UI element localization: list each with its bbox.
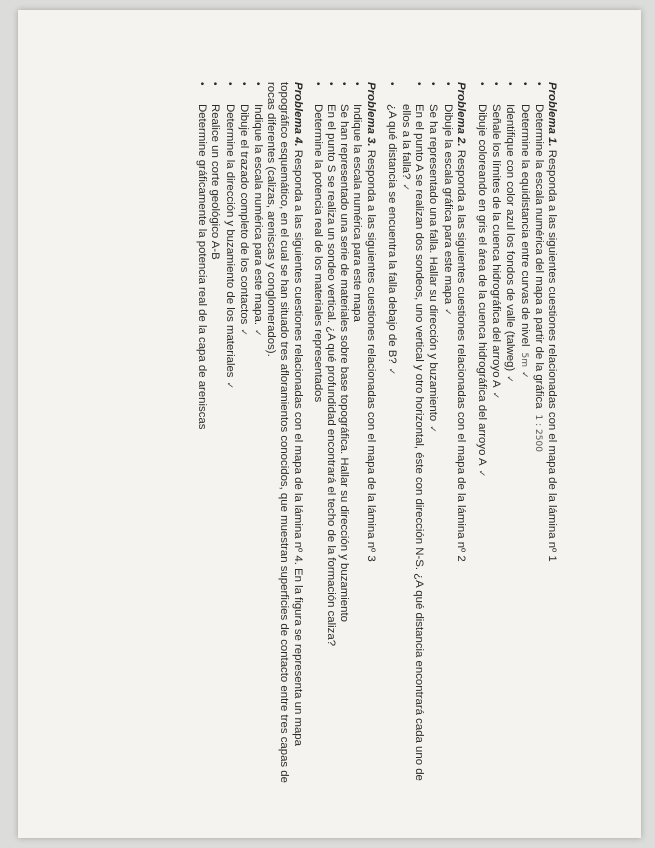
- list-item: • Dibuje coloreando en gris el área de la cuenca hidrográfica del arroyo A✓: [474, 104, 488, 802]
- check-mark-icon: ✓: [251, 328, 262, 337]
- problem-3-heading: [363, 82, 376, 802]
- problem-2-title: Problema 2.: [454, 82, 467, 147]
- handwritten-note: 1 : 2500: [532, 414, 543, 452]
- problem-2: [384, 82, 467, 802]
- list-item: • Se ha representado una falla. Hallar su dirección y buzamiento✓: [425, 104, 439, 802]
- list-item: • Determine la equidistancia entre curvas de nivel5m✓: [516, 104, 530, 802]
- check-mark-icon: ✓: [490, 391, 501, 400]
- list-item: • Realice un corte geológico A-B: [208, 104, 221, 802]
- list-item: • En el punto S se realiza un sondeo vertical. ¿A qué profundidad encontrará el techo de la formación caliza?: [324, 104, 337, 802]
- check-mark-icon: ✓: [504, 375, 515, 383]
- problem-3-title: Problema 3.: [364, 82, 377, 147]
- list-item: • Determine gráficamente la potencia real de la capa de areniscas: [195, 104, 208, 802]
- problem-1-title: Problema 1.: [546, 82, 558, 147]
- check-mark-icon: ✓: [385, 367, 396, 376]
- list-item: • Dibuje la escala gráfica para este mapa✓: [439, 104, 453, 802]
- problem-1: [474, 82, 558, 802]
- problem-2-list: [384, 82, 454, 802]
- list-item: • Dibuje el trazado completo de los contactos✓: [236, 104, 250, 802]
- problem-3-intro: Responda a las siguientes cuestiones relacionadas con el mapa de la lámina nº 3: [364, 149, 377, 562]
- problem-3-list: [311, 82, 364, 802]
- problem-4-title: Problema 4.: [291, 82, 304, 147]
- list-item: • Se han representado una serie de materiales sobre base topográfica. Hallar su dirección y buzamiento: [337, 104, 350, 802]
- problem-2-heading: [454, 82, 467, 802]
- check-mark-icon: ✓: [441, 308, 452, 316]
- list-item: • Señale los límites de la cuenca hidrográfica del arroyo A✓: [488, 104, 502, 802]
- list-item: • En el punto A se realizan dos sondeos, uno vertical y otro horizontal, éste con dirección N-S. ¿A qué distancia encontrará cada uno de ellos a la falla?✓: [398, 104, 425, 802]
- problem-2-intro: Responda a las siguientes cuestiones relacionadas con el mapa de la lámina nº 2: [454, 149, 467, 562]
- problem-4-heading: [264, 82, 304, 802]
- list-item: • Determine la potencia real de los materiales representados: [311, 104, 324, 802]
- problem-4-intro: Responda a las siguientes cuestiones relacionadas con el mapa de la lámina nº 4. En la figura se representa un mapa topográfico esquemático, en el cual se han situado tres afloramientos conocidos, que muestran superficies de contacto entre tres capas de rocas diferentes (calizas, areniscas y conglomerados).: [265, 82, 304, 783]
- check-mark-icon: ✓: [475, 469, 486, 478]
- problem-sheet: [188, 82, 558, 802]
- list-item: • Identifique con color azul los fondos de valle (talweg)✓: [502, 104, 516, 802]
- problem-1-heading: [545, 82, 558, 802]
- problem-4-list: [195, 82, 264, 802]
- list-item: • Determine la escala numérica del mapa a partir de la gráfica1 : 2500: [531, 104, 545, 802]
- handwritten-note: 5m: [518, 352, 529, 367]
- list-item: • Determine la dirección y buzamiento de los materiales✓: [221, 104, 235, 802]
- document-page: [18, 10, 641, 838]
- check-mark-icon: ✓: [399, 183, 410, 191]
- problem-1-intro: Responda a las siguientes cuestiones relacionadas con el mapa de la lámina nº 1: [546, 149, 558, 562]
- problem-1-list: [474, 82, 545, 802]
- check-mark-icon: ✓: [237, 328, 248, 336]
- list-item: • ¿A qué distancia se encuentra la falla debajo de B?✓: [384, 104, 398, 802]
- list-item: • Indique la escala numérica para este mapa: [350, 104, 363, 802]
- problem-3: [311, 82, 377, 802]
- problem-4: [195, 82, 304, 802]
- check-mark-icon: ✓: [223, 381, 234, 390]
- check-mark-icon: ✓: [518, 371, 529, 379]
- check-mark-icon: ✓: [427, 425, 438, 433]
- list-item: • Indique la escala numérica para este mapa.✓: [250, 104, 264, 802]
